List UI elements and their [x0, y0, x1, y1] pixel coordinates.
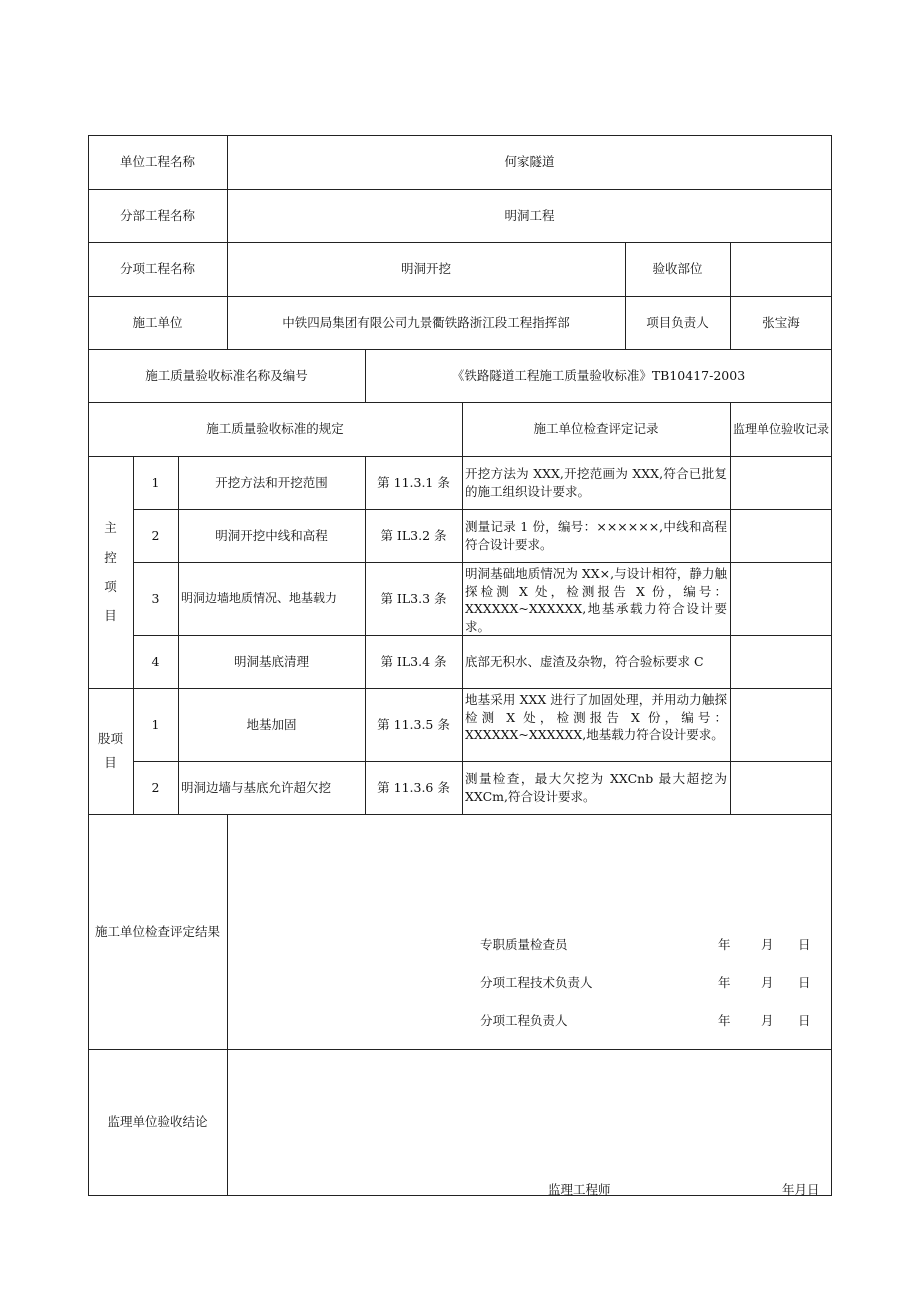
supervisor-engineer: 监理工程师 — [548, 1182, 611, 1197]
signer-month: 月 — [761, 975, 774, 990]
item-record: 测量检查，最大欠挖为 XXCnb 最大超挖为 XXCm,符合设计要求。 — [465, 771, 727, 804]
division-value: 明洞工程 — [504, 207, 555, 223]
item-number: 4 — [151, 653, 160, 669]
manager-label: 项目负责人 — [646, 314, 709, 330]
signer-day: 日 — [798, 975, 811, 990]
signer-year: 年 — [718, 937, 731, 952]
item-record: 开挖方法为 XXX,开挖范画为 XXX,符合已批复的施工组织设计要求。 — [465, 466, 727, 499]
group-label-line: 目 — [104, 755, 117, 770]
signer-month: 月 — [761, 937, 774, 952]
item-name: 明洞基底清理 — [233, 653, 309, 669]
group-label-char: 主 — [104, 520, 117, 536]
item-name: 地基加固 — [246, 716, 297, 732]
group-label-char: 目 — [104, 608, 117, 624]
signer-role: 分项工程负责人 — [480, 1013, 568, 1028]
subitem-value: 明洞开挖 — [400, 261, 451, 277]
item-record: 明洞基础地质情况为 XX×,与设计相符，静力触探检测 X 处，检测报告 X 份，编号：XXXXXX~XXXXXX,地基承载力符合设计要求。 — [465, 566, 727, 634]
col-divider — [227, 814, 228, 1196]
main-control-group-label — [88, 456, 133, 688]
group-label-char: 控 — [104, 549, 117, 565]
division-label: 分部工程名称 — [119, 207, 195, 223]
contractor-result-label: 施工单位检查评定结果 — [94, 923, 220, 939]
contractor-label: 施工单位 — [132, 314, 183, 330]
item-clause: 第 11.3.1 条 — [377, 474, 450, 490]
unit-project-value: 何家隧道 — [504, 154, 555, 170]
standard-label: 施工质量验收标准名称及编号 — [145, 367, 308, 383]
general-group-label — [88, 688, 133, 814]
item-clause: 第 IL3.2 条 — [380, 527, 447, 543]
spec-column-header: 施工质量验收标准的规定 — [206, 421, 344, 437]
item-clause: 第 IL3.4 条 — [380, 653, 447, 669]
signer-year: 年 — [718, 975, 731, 990]
group-label-line: 股项 — [97, 731, 123, 747]
acceptance-part-value — [730, 242, 832, 296]
item-record: 测量记录 1 份，编号：××××××,中线和高程符合设计要求。 — [465, 519, 727, 552]
item-number: 2 — [151, 527, 160, 543]
acceptance-part-label: 验收部位 — [652, 261, 703, 277]
item-number: 2 — [151, 779, 160, 795]
supervisor-date: 年月日 — [782, 1182, 820, 1197]
signer-role: 专职质量检查员 — [480, 937, 568, 952]
item-number: 1 — [151, 474, 160, 490]
signer-day: 日 — [798, 1013, 811, 1028]
item-clause: 第 IL3.3 条 — [380, 590, 447, 606]
col-divider — [730, 402, 731, 814]
item-number: 3 — [151, 590, 160, 606]
signer-year: 年 — [718, 1013, 731, 1028]
signer-role: 分项工程技术负责人 — [480, 975, 593, 990]
standard-value: 《铁路隧道工程施工质量验收标准》TB10417-2003 — [451, 367, 746, 383]
item-number: 1 — [151, 716, 160, 732]
supervisor-result-label: 监理单位验收结论 — [107, 1114, 208, 1130]
item-name: 明洞开挖中线和高程 — [215, 527, 328, 543]
item-name: 明洞边墙地质情况、地基载力 — [181, 591, 338, 606]
manager-value: 张宝海 — [762, 314, 800, 330]
unit-project-label: 单位工程名称 — [119, 154, 195, 170]
border-bottom — [88, 1195, 832, 1196]
item-name: 开挖方法和开挖范围 — [215, 474, 328, 490]
supervisor-record-header: 监理单位验收记录 — [732, 421, 829, 436]
signer-month: 月 — [761, 1013, 774, 1028]
item-record: 地基采用 XXX 进行了加固处理，并用动力触探检测 X 处，检测报告 X 份，编号：XXXXXX~XXXXXX,地基载力符合设计要求。 — [465, 692, 727, 742]
item-name: 明洞边墙与基底允许超欠挖 — [181, 779, 332, 795]
item-record: 底部无积水、虚渣及杂物，符合验标要求 C — [465, 653, 704, 669]
contractor-record-header: 施工单位检查评定记录 — [533, 421, 659, 437]
subitem-label: 分项工程名称 — [119, 261, 195, 277]
signer-day: 日 — [798, 937, 811, 952]
inspection-form — [88, 135, 832, 1196]
group-label-char: 项 — [104, 579, 117, 594]
item-clause: 第 11.3.6 条 — [377, 779, 450, 795]
contractor-value: 中铁四局集团有限公司九景衢铁路浙江段工程指挥部 — [282, 314, 570, 330]
item-clause: 第 11.3.5 条 — [377, 716, 450, 732]
